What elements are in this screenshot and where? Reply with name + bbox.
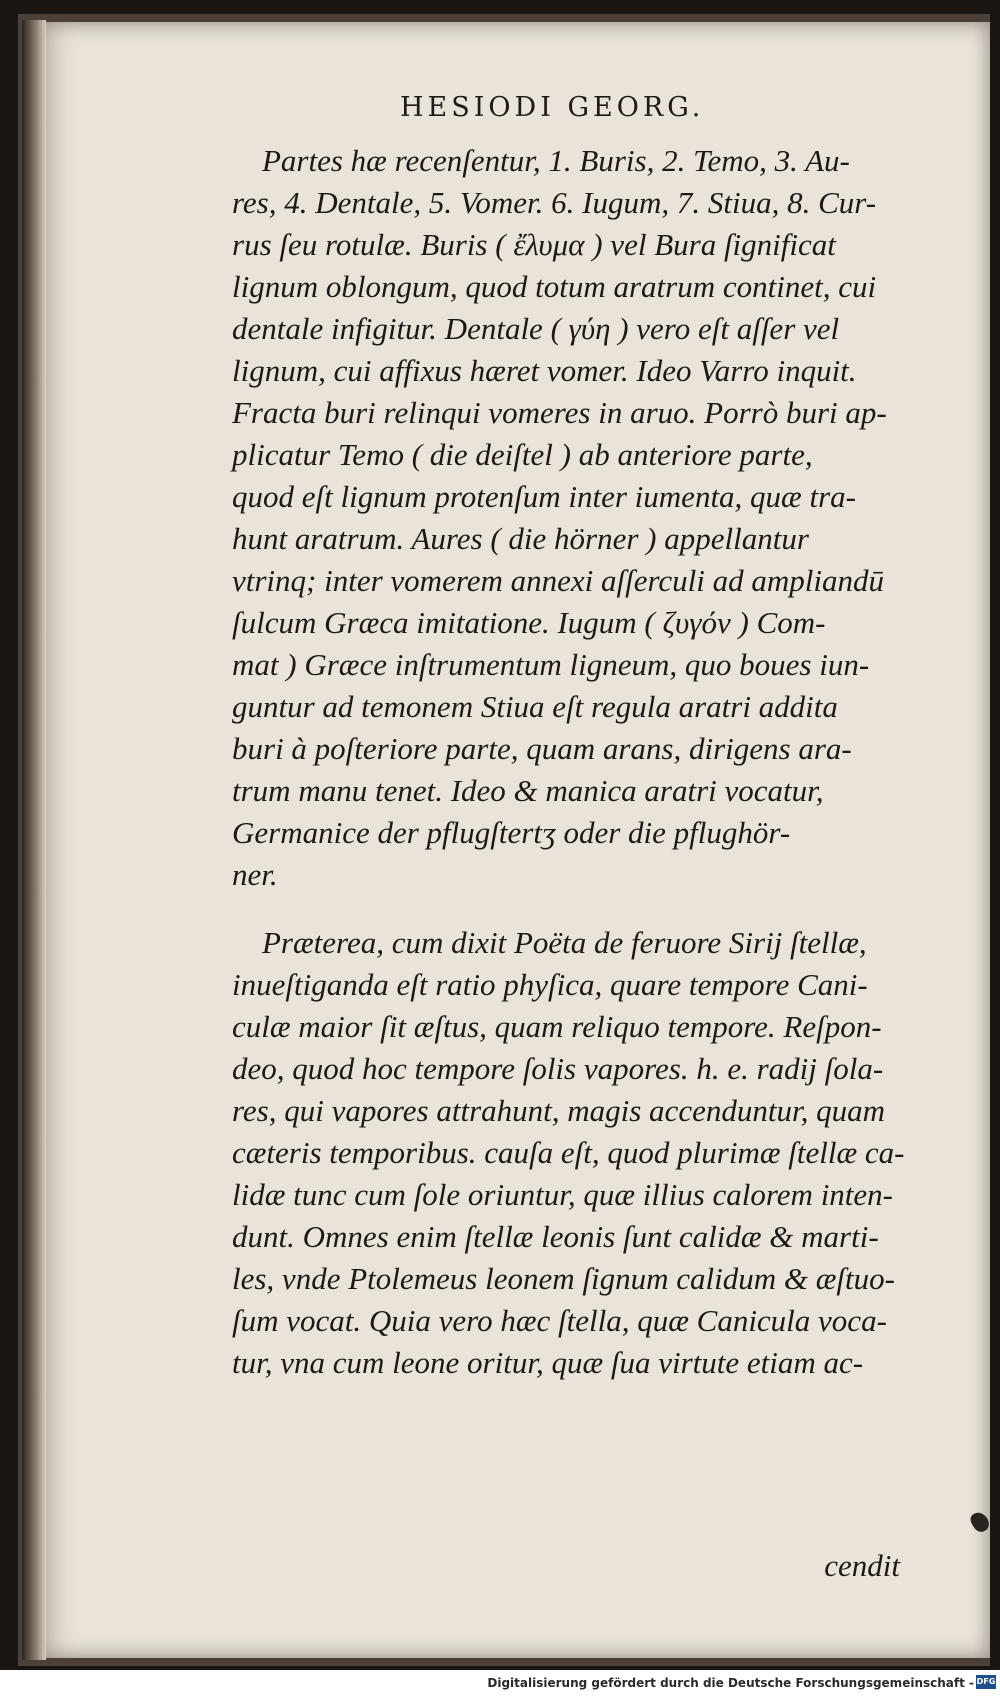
- text-line: Germanice der pflugſtertʒ oder die pflughör-: [232, 815, 791, 850]
- text-line: guntur ad temonem Stiua eſt regula aratri addita: [232, 689, 838, 724]
- text-line: lignum oblongum, quod totum aratrum continet, cui: [232, 269, 877, 304]
- text-line: hunt aratrum. Aures ( die hörner ) appellantur: [232, 521, 809, 556]
- text-line: mat ) Græce inſtrumentum ligneum, quo boues iun-: [232, 647, 870, 682]
- text-line: ſum vocat. Quia vero hæc ſtella, quæ Canicula voca-: [232, 1303, 887, 1338]
- running-head: HESIODI GEORG.: [400, 92, 705, 123]
- text-line: lidæ tunc cum ſole oriuntur, quæ illius calorem inten-: [232, 1177, 894, 1212]
- text-line: deo, quod hoc tempore ſolis vapores. h. e. radij ſola-: [232, 1051, 884, 1086]
- digitization-credit: Digitalisierung gefördert durch die Deutsche Forschungsgemeinschaft -: [487, 1676, 974, 1690]
- catchword: cendit: [824, 1548, 900, 1583]
- text-line: ſulcum Græca imitatione. Iugum ( ζυγόν ) Com-: [232, 605, 826, 640]
- text-line: res, 4. Dentale, 5. Vomer. 6. Iugum, 7. Stiua, 8. Cur-: [232, 185, 877, 220]
- dfg-logo: DFG: [976, 1675, 996, 1689]
- paragraph-gap: [232, 896, 968, 922]
- text-line: quod eſt lignum protenſum inter iumenta, quæ tra-: [232, 479, 856, 514]
- text-line: Partes hæ recenſentur, 1. Buris, 2. Temo, 3. Au-: [262, 143, 850, 178]
- text-line: lignum, cui affixus hæret vomer. Ideo Varro inquit.: [232, 353, 857, 388]
- book-gutter: [22, 20, 46, 1660]
- text-line: culæ maior ſit æſtus, quam reliquo tempore. Reſpon-: [232, 1009, 882, 1044]
- text-line: buri à poſteriore parte, quam arans, dirigens ara-: [232, 731, 852, 766]
- text-line: trum manu tenet. Ideo & manica aratri vocatur,: [232, 773, 824, 808]
- text-line: Fracta buri relinqui vomeres in aruo. Porrò buri ap-: [232, 395, 887, 430]
- text-line: plicatur Temo ( die deiſtel ) ab anteriore parte,: [232, 437, 813, 472]
- text-line: rus ſeu rotulæ. Buris ( ἔλυμα ) vel Bura ſignificat: [232, 227, 836, 262]
- text-line: dentale infigitur. Dentale ( γύη ) vero eſt aſſer vel: [232, 311, 840, 346]
- text-line: ner.: [232, 857, 278, 892]
- text-line: Præterea, cum dixit Poëta de feruore Sirij ſtellæ,: [262, 925, 867, 960]
- text-line: dunt. Omnes enim ſtellæ leonis ſunt calidæ & marti-: [232, 1219, 879, 1254]
- text-line: les, vnde Ptolemeus leonem ſignum calidum & æſtuo-: [232, 1261, 895, 1296]
- text-line: vtrinq; inter vomerem annexi aſſerculi ad ampliandū: [232, 563, 885, 598]
- body-text: [232, 140, 968, 1384]
- text-line: cæteris temporibus. cauſa eſt, quod plurimæ ſtellæ ca-: [232, 1135, 905, 1170]
- text-line: tur, vna cum leone oritur, quæ ſua virtute etiam ac-: [232, 1345, 864, 1380]
- text-line: inueſtiganda eſt ratio phyſica, quare tempore Cani-: [232, 967, 868, 1002]
- text-line: res, qui vapores attrahunt, magis accenduntur, quam: [232, 1093, 885, 1128]
